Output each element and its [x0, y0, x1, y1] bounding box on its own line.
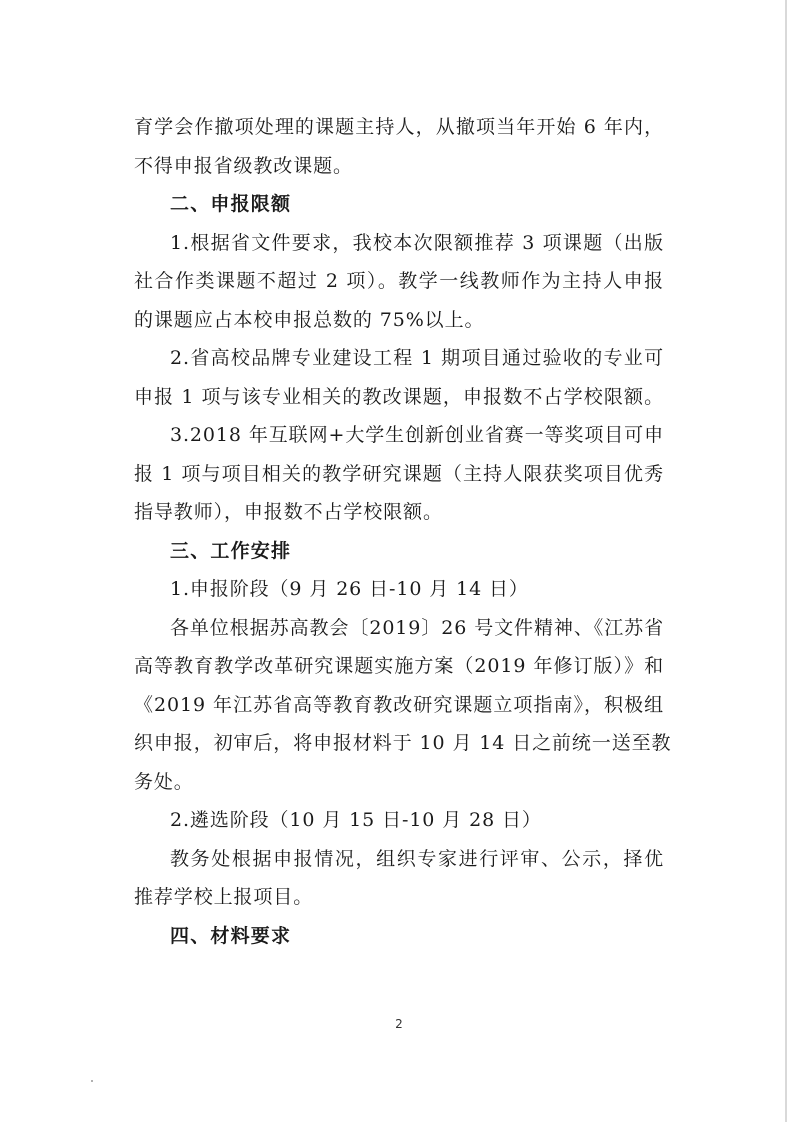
scan-artifact-dot [91, 1080, 93, 1082]
paragraph-line: 育学会作撤项处理的课题主持人，从撤项当年开始 6 年内， [134, 116, 664, 138]
page-number: 2 [395, 1017, 403, 1031]
paragraph-line: 2.省高校品牌专业建设工程 1 期项目通过验收的专业可 [170, 347, 664, 369]
section-heading-materials: 四、材料要求 [170, 924, 292, 947]
subsection-heading-application: 1.申报阶段（9 月 26 日-10 月 14 日） [170, 578, 529, 600]
paragraph-line: 《2019 年江苏省高等教育教改研究课题立项指南》，积极组 [134, 693, 664, 716]
scan-edge-line [785, 0, 787, 1122]
paragraph-line: 3.2018 年互联网+大学生创新创业省赛一等奖项目可申 [170, 424, 664, 446]
paragraph-line: 报 1 项与项目相关的教学研究课题（主持人限获奖项目优秀 [134, 462, 664, 485]
paragraph-line: 高等教育教学改革研究课题实施方案（2019 年修订版）》和 [134, 655, 664, 677]
paragraph-line: 织申报，初审后，将申报材料于 10 月 14 日之前统一送至教 [134, 732, 672, 754]
paragraph-line: 各单位根据苏高教会〔2019〕26 号文件精神、《江苏省 [170, 616, 664, 639]
section-heading-quota: 二、申报限额 [170, 193, 292, 215]
paragraph-line: 指导教师），申报数不占学校限额。 [134, 501, 443, 523]
subsection-heading-selection: 2.遴选阶段（10 月 15 日-10 月 28 日） [170, 809, 542, 831]
paragraph-line: 1.根据省文件要求，我校本次限额推荐 3 项课题（出版 [170, 231, 664, 254]
paragraph-line: 申报 1 项与该专业相关的教改课题，申报数不占学校限额。 [134, 385, 664, 408]
paragraph-line: 教务处根据申报情况，组织专家进行评审、公示，择优 [170, 847, 664, 870]
paragraph-line: 社合作类课题不超过 2 项）。教学一线教师作为主持人申报 [134, 270, 664, 292]
paragraph-line: 务处。 [134, 770, 194, 793]
paragraph-line: 的课题应占本校申报总数的 75%以上。 [134, 308, 485, 331]
section-heading-schedule: 三、工作安排 [170, 539, 292, 562]
paragraph-line: 推荐学校上报项目。 [134, 886, 314, 908]
paragraph-line: 不得申报省级教改课题。 [134, 154, 353, 177]
document-body [134, 108, 672, 955]
